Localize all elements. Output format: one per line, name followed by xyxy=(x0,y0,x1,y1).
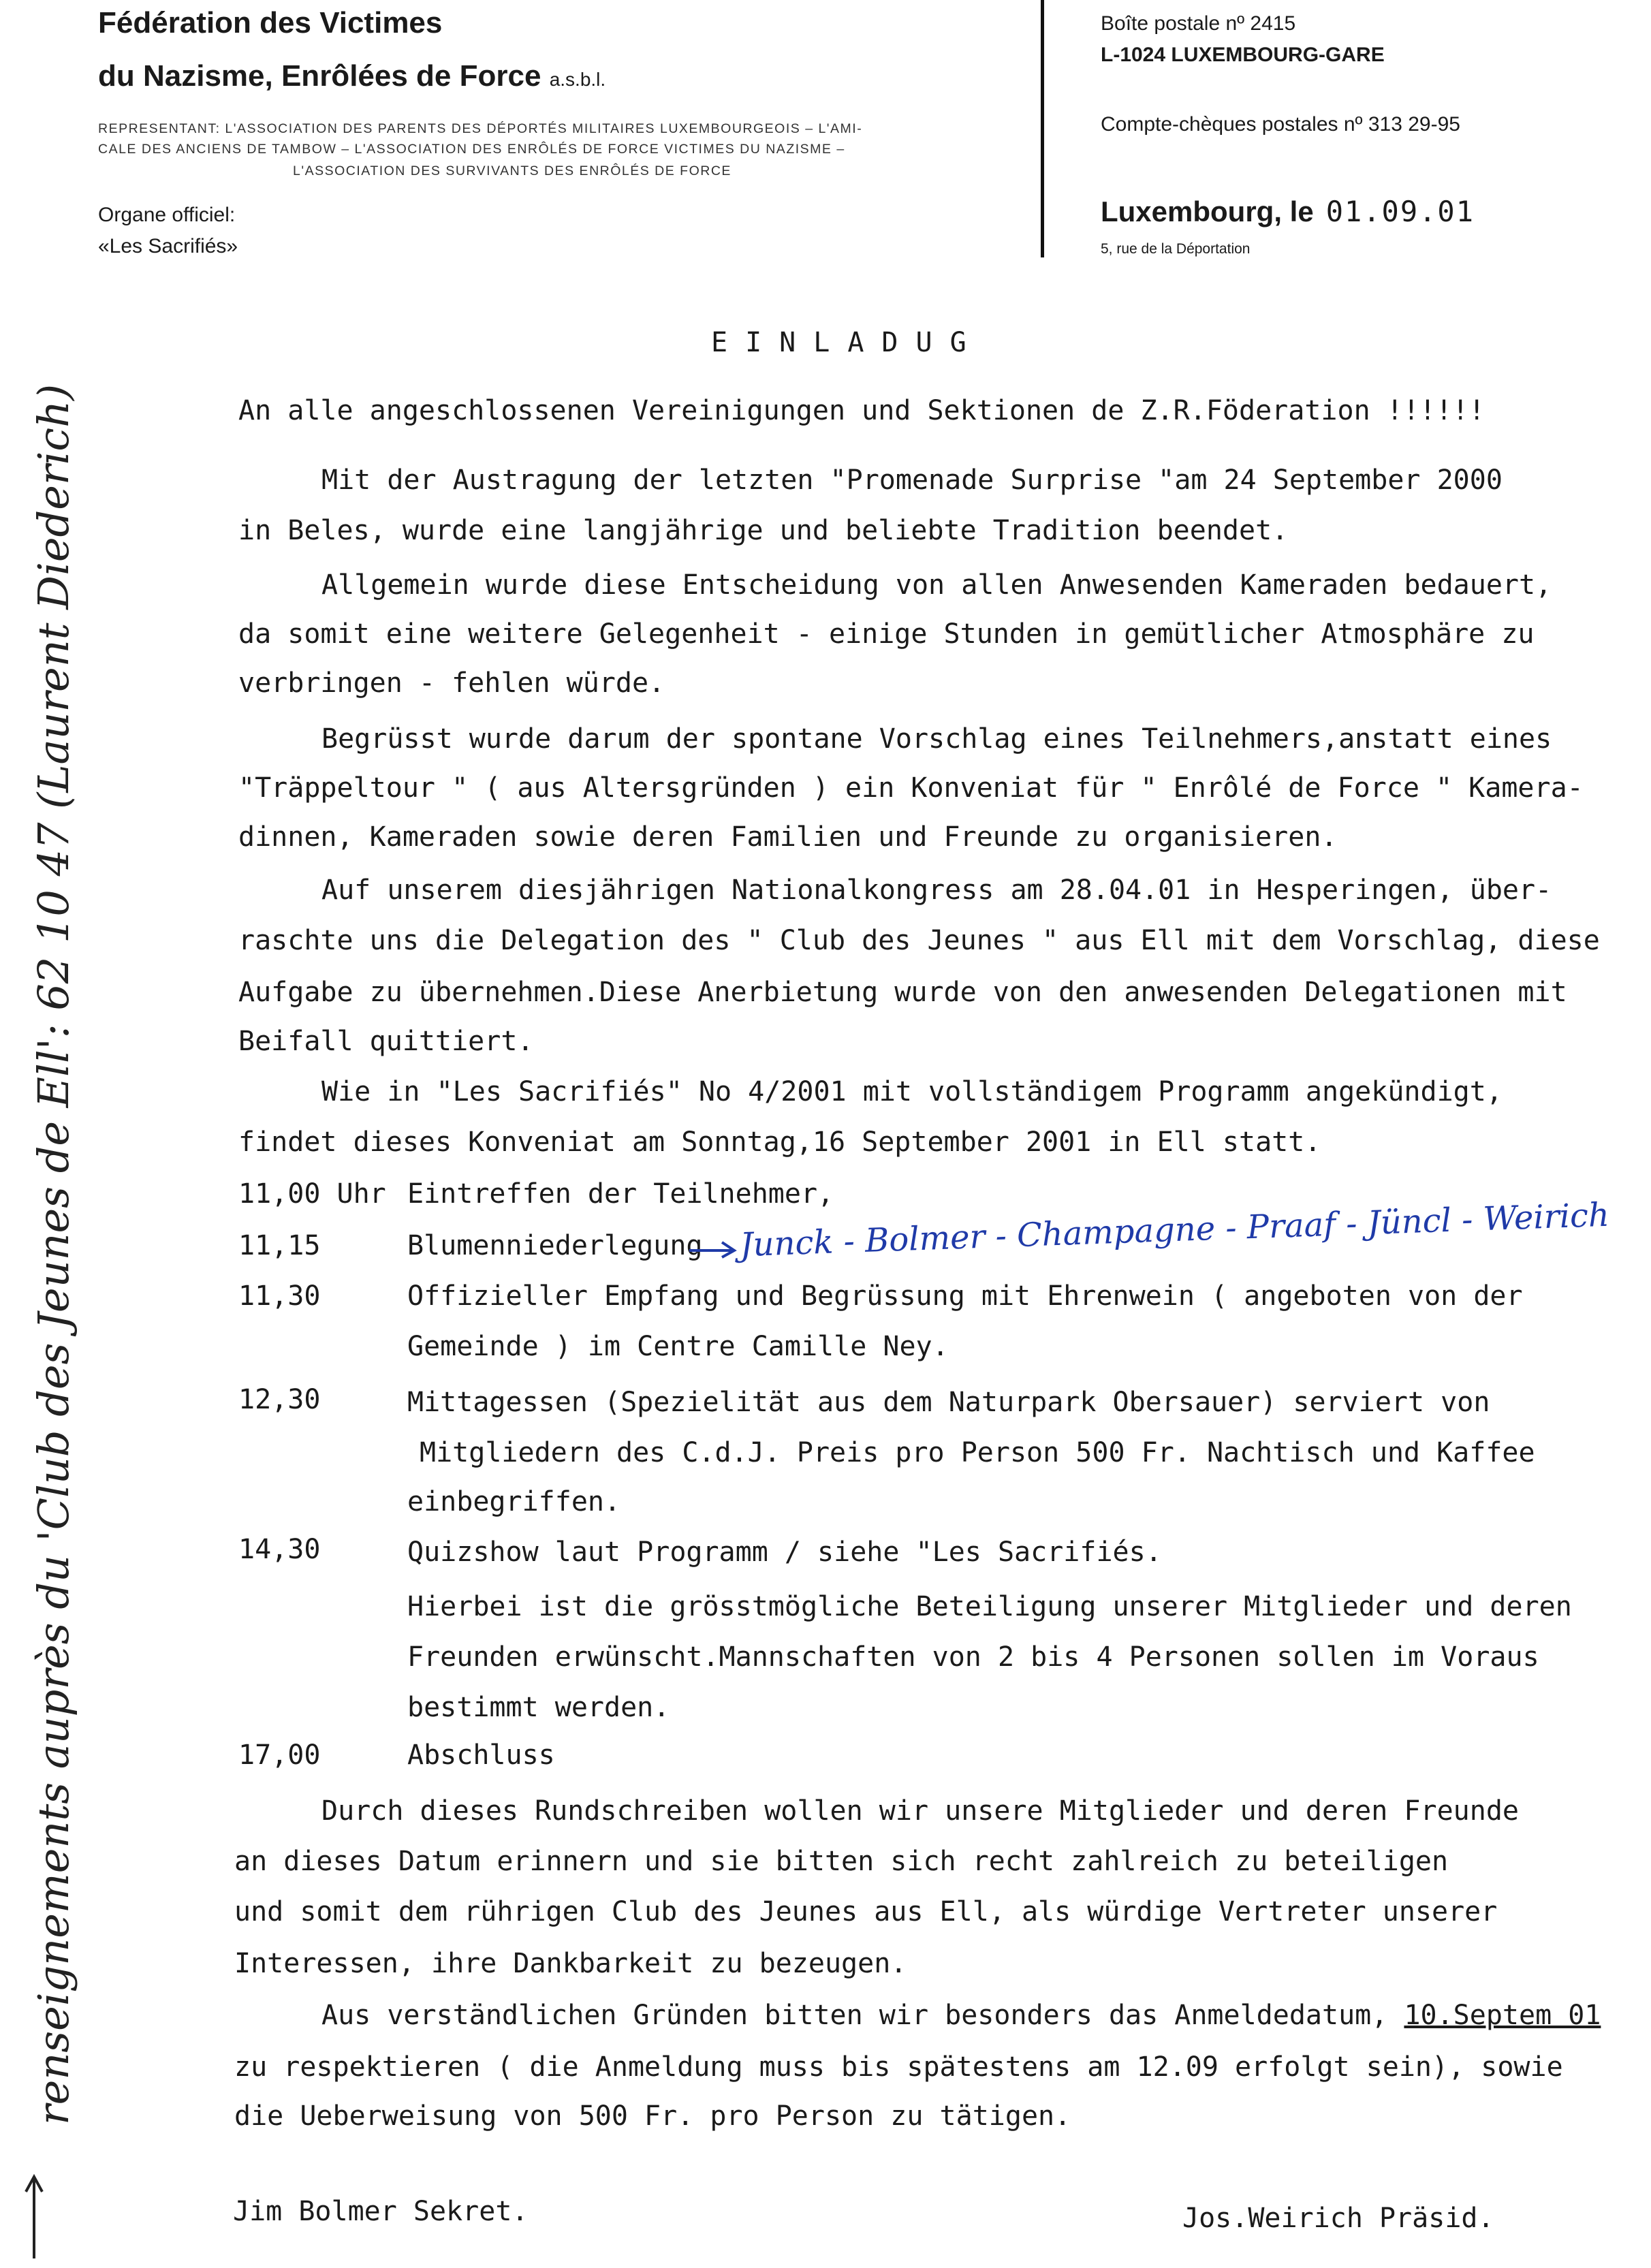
registration-deadline: 10.Septem 01 xyxy=(1404,2000,1601,2031)
para4-line1: Auf unserem diesjährigen Nationalkongress am 28.04.01 in Hesperingen, über- xyxy=(321,875,1552,906)
margin-arrow-icon xyxy=(20,2173,48,2261)
para6-line2: an dieses Datum erinnern und sie bitten sich recht zahlreich zu beteiligen xyxy=(234,1846,1449,1877)
schedule-2-time: 11,15 xyxy=(238,1230,321,1261)
org-name-line2-text: du Nazisme, Enrôlées de Force xyxy=(98,59,541,93)
signature-secretary: Jim Bolmer Sekret. xyxy=(233,2196,529,2227)
letterhead-divider xyxy=(1041,0,1044,257)
organe-label: Organe officiel: xyxy=(98,204,236,226)
document-title: EINLADUG xyxy=(711,327,984,358)
schedule-3-line2: Gemeinde ) im Centre Camille Ney. xyxy=(407,1331,949,1362)
handwritten-names: Junck - Bolmer - Champagne - Praaf - Jüncl - Weirich xyxy=(739,1195,1610,1265)
postal-account: Compte-chèques postales nº 313 29-95 xyxy=(1101,113,1460,136)
street-address: 5, rue de la Déportation xyxy=(1101,241,1251,257)
addressee: An alle angeschlossenen Vereinigungen und Sektionen de Z.R.Föderation !!!!!! xyxy=(238,395,1485,426)
postal-box: Boîte postale nº 2415 xyxy=(1101,12,1296,35)
schedule-3-line1: Offizieller Empfang und Begrüssung mit Ehrenwein ( angeboten von der xyxy=(407,1280,1523,1312)
para6-line4: Interessen, ihre Dankbarkeit zu bezeugen. xyxy=(234,1948,907,1979)
para3-line3: dinnen, Kameraden sowie deren Familien und Freunde zu organisieren. xyxy=(238,821,1338,853)
para4-line2: raschte uns die Delegation des " Club des Jeunes " aus Ell mit dem Vorschlag, diese xyxy=(238,925,1600,956)
schedule-4-line1: Mittagessen (Spezielität aus dem Naturpark Obersauer) serviert von xyxy=(407,1387,1490,1418)
schedule-1-text: Eintreffen der Teilnehmer, xyxy=(407,1178,834,1210)
schedule-5-line3: Freunden erwünscht.Mannschaften von 2 bis 4 Personen sollen im Voraus xyxy=(407,1641,1539,1673)
para7-line3: die Ueberweisung von 500 Fr. pro Person zu tätigen. xyxy=(234,2100,1071,2132)
para5-line2: findet dieses Konveniat am Sonntag,16 September 2001 in Ell statt. xyxy=(238,1127,1321,1158)
organe-name: «Les Sacrifiés» xyxy=(98,235,238,257)
para3-line2: "Träppeltour " ( aus Altersgründen ) ein Konveniat für " Enrôlé de Force " Kamera- xyxy=(238,772,1584,804)
date-line xyxy=(1101,195,1475,228)
para3-line1: Begrüsst wurde darum der spontane Vorschlag eines Teilnehmers,anstatt eines xyxy=(321,723,1552,755)
signature-president: Jos.Weirich Präsid. xyxy=(1182,2203,1494,2234)
handwritten-margin-note: renseignements auprès du 'Club des Jeunes de Ell': 62 10 47 (Laurent Diederich) xyxy=(29,383,78,2125)
representant-line2: CALE DES ANCIENS DE TAMBOW – L'ASSOCIATION DES ENRÔLÉS DE FORCE VICTIMES DU NAZISME – xyxy=(98,142,845,157)
schedule-5-line4: bestimmt werden. xyxy=(407,1692,670,1723)
schedule-2-text: Blumenniederlegung xyxy=(407,1230,703,1261)
schedule-5-line1: Quizshow laut Programm / siehe "Les Sacrifiés. xyxy=(407,1537,1162,1568)
org-asbl: a.s.b.l. xyxy=(549,69,606,90)
hand-arrow-icon xyxy=(687,1235,741,1263)
para6-line1: Durch dieses Rundschreiben wollen wir unsere Mitglieder und deren Freunde xyxy=(321,1795,1519,1827)
org-name-line2 xyxy=(98,59,606,97)
para7-line1 xyxy=(321,2000,1601,2031)
schedule-1-time: 11,00 Uhr xyxy=(238,1178,386,1210)
para7-line1-text: Aus verständlichen Gründen bitten wir besonders das Anmeldedatum, xyxy=(321,2000,1388,2031)
para6-line3: und somit dem rührigen Club des Jeunes aus Ell, als würdige Vertreter unserer xyxy=(234,1896,1498,1927)
place-label: Luxembourg, le xyxy=(1101,195,1314,227)
para4-line4: Beifall quittiert. xyxy=(238,1026,534,1057)
para5-line1: Wie in "Les Sacrifiés" No 4/2001 mit vollständigem Programm angekündigt, xyxy=(321,1076,1503,1107)
para2-line1: Allgemein wurde diese Entscheidung von allen Anwesenden Kameraden bedauert, xyxy=(321,569,1552,601)
representant-line1: REPRESENTANT: L'ASSOCIATION DES PARENTS DES DÉPORTÉS MILITAIRES LUXEMBOURGEOIS – L'AMI- xyxy=(98,121,863,136)
para7-line2: zu respektieren ( die Anmeldung muss bis spätestens am 12.09 erfolgt sein), sowie xyxy=(234,2051,1563,2083)
postal-city: L-1024 LUXEMBOURG-GARE xyxy=(1101,44,1385,66)
schedule-5-time: 14,30 xyxy=(238,1534,321,1565)
para4-line3: Aufgabe zu übernehmen.Diese Anerbietung wurde von den anwesenden Delegationen mit xyxy=(238,977,1567,1008)
para1-line2: in Beles, wurde eine langjährige und beliebte Tradition beendet. xyxy=(238,515,1289,546)
org-name-line1: Fédération des Victimes xyxy=(98,6,443,40)
para1-line1: Mit der Austragung der letzten "Promenade Surprise "am 24 September 2000 xyxy=(321,464,1503,496)
schedule-5-line2: Hierbei ist die grösstmögliche Beteiligung unserer Mitglieder und deren xyxy=(407,1591,1572,1622)
schedule-4-line2: Mitgliedern des C.d.J. Preis pro Person 500 Fr. Nachtisch und Kaffee xyxy=(420,1437,1535,1468)
letter-date: 01.09.01 xyxy=(1325,195,1475,228)
schedule-3-time: 11,30 xyxy=(238,1280,321,1312)
schedule-4-time: 12,30 xyxy=(238,1384,321,1415)
schedule-4-line3: einbegriffen. xyxy=(407,1486,621,1517)
representant-line3: L'ASSOCIATION DES SURVIVANTS DES ENRÔLÉS DE FORCE xyxy=(293,163,732,178)
schedule-6-text: Abschluss xyxy=(407,1739,555,1771)
para2-line3: verbringen - fehlen würde. xyxy=(238,667,665,699)
schedule-6-time: 17,00 xyxy=(238,1739,321,1771)
para2-line2: da somit eine weitere Gelegenheit - einige Stunden in gemütlicher Atmosphäre zu xyxy=(238,618,1535,650)
